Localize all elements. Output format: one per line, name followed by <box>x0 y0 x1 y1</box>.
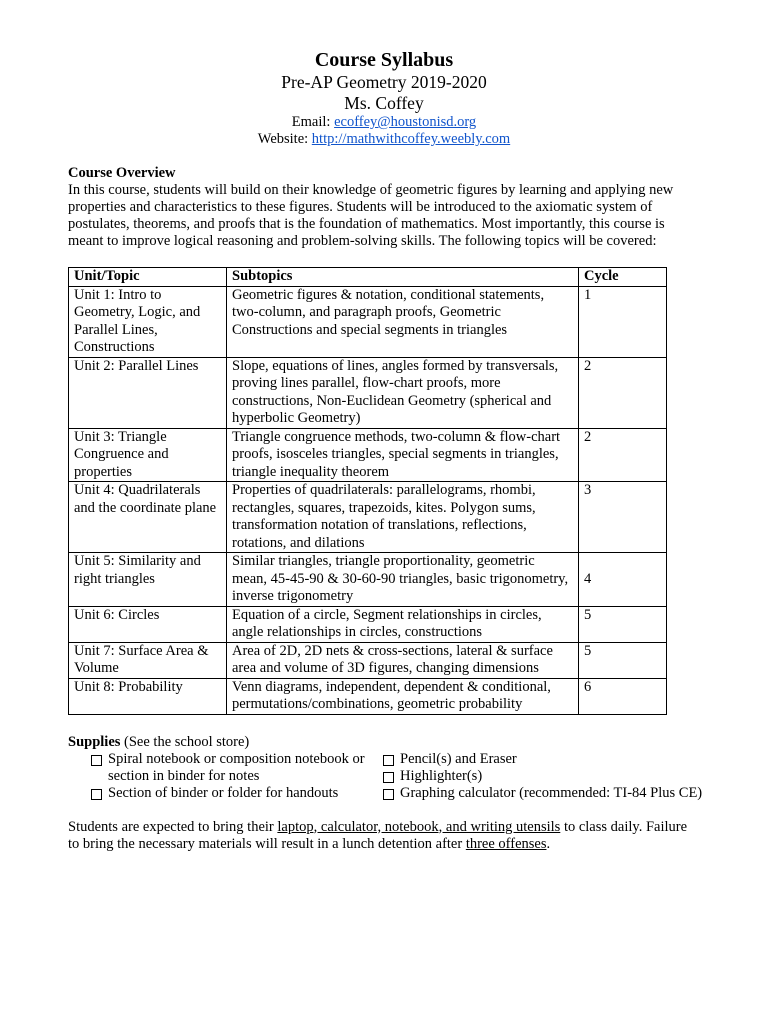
table-row <box>69 482 667 553</box>
cycle-cell: 2 <box>579 428 667 482</box>
supply-label: Highlighter(s) <box>400 767 483 784</box>
unit-cell: Unit 5: Similarity and right triangles <box>69 553 227 607</box>
unit-cell: Unit 3: Triangle Congruence and properties <box>69 428 227 482</box>
website-link[interactable]: http://mathwithcoffey.weebly.com <box>311 131 511 147</box>
subtopics-cell: Properties of quadrilaterals: parallelograms, rhombi, rectangles, squares, trapezoids, kites. Polygon sums, transformation notation of translations, reflections, rotations, and dilations <box>227 482 579 553</box>
subtopics-cell: Venn diagrams, independent, dependent & conditional, permutations/combinations, geometric probability <box>227 678 579 714</box>
checkbox-icon <box>383 789 394 800</box>
page-title: Course Syllabus <box>314 49 454 71</box>
supply-label: Spiral notebook or composition notebook or section in binder for notes <box>108 750 365 784</box>
table-row <box>69 606 667 642</box>
list-item <box>383 768 711 785</box>
subtopics-cell: Geometric figures & notation, conditional statements, two-column, and paragraph proofs, Geometric Constructions and special segments in triangles <box>227 286 579 357</box>
unit-cell: Unit 7: Surface Area & Volume <box>69 642 227 678</box>
header-cycle: Cycle <box>579 268 667 287</box>
table-row <box>69 642 667 678</box>
cycle-cell: 4 <box>579 553 667 607</box>
list-item <box>91 785 383 802</box>
header-unit-topic: Unit/Topic <box>69 268 227 287</box>
unit-cell: Unit 1: Intro to Geometry, Logic, and Parallel Lines, Constructions <box>69 286 227 357</box>
cycle-cell: 5 <box>579 606 667 642</box>
unit-cell: Unit 8: Probability <box>69 678 227 714</box>
subtopics-cell: Equation of a circle, Segment relationships in circles, angle relationships in circles, constructions <box>227 606 579 642</box>
course-name: Pre-AP Geometry 2019-2020 <box>281 72 487 92</box>
table-row <box>69 286 667 357</box>
website-label: Website: <box>257 131 309 147</box>
checkbox-icon <box>383 755 394 766</box>
table-row <box>69 428 667 482</box>
cycle-cell: 3 <box>579 482 667 553</box>
overview-text: In this course, students will build on their knowledge of geometric figures by learning and applying new properties and characteristics to these figures. Students will be introduced to the axiomatic system of postulates, theorems, and proofs that is the foundation of mathematics. Most importantly, this course is meant to improve logical reasoning and problem-solving skills. The following topics will be covered: <box>68 182 674 249</box>
unit-cell: Unit 6: Circles <box>69 606 227 642</box>
email-label: Email: <box>291 114 331 130</box>
list-item <box>91 751 383 785</box>
units-table <box>68 267 667 715</box>
supply-label: Pencil(s) and Eraser <box>400 750 517 767</box>
table-row <box>69 678 667 714</box>
email-link[interactable]: ecoffey@houstonisd.org <box>334 114 477 130</box>
closing-text: to class daily. Failure to bring the necessary materials will result in a lunch detention after <box>68 818 688 852</box>
offense-count: three offenses <box>465 835 547 852</box>
checkbox-icon <box>383 772 394 783</box>
required-materials: laptop, calculator, notebook, and writing utensils <box>277 818 561 835</box>
table-row <box>69 553 667 607</box>
subtopics-cell: Triangle congruence methods, two-column & flow-chart proofs, isosceles triangles, special segments in triangles, triangle inequality theorem <box>227 428 579 482</box>
supplies-heading <box>68 734 700 751</box>
checkbox-icon <box>91 789 102 800</box>
cycle-cell: 1 <box>579 286 667 357</box>
closing-text: Students are expected to bring their <box>68 818 278 835</box>
cycle-cell: 6 <box>579 678 667 714</box>
supply-column-right <box>383 751 711 802</box>
overview-heading: Course Overview <box>68 165 176 181</box>
cycle-cell: 5 <box>579 642 667 678</box>
teacher-name: Ms. Coffey <box>344 93 424 113</box>
checkbox-icon <box>91 755 102 766</box>
supplies-section <box>68 733 703 802</box>
website-line <box>68 131 700 148</box>
supply-label: Graphing calculator (recommended: TI-84 Plus CE) <box>400 784 703 801</box>
table-row <box>69 357 667 428</box>
table-header-row <box>69 268 667 287</box>
subtopics-cell: Slope, equations of lines, angles formed by transversals, proving lines parallel, flow-chart proofs, more constructions, Non-Euclidean Geometry (spherical and hyperbolic Geometry) <box>227 357 579 428</box>
unit-cell: Unit 2: Parallel Lines <box>69 357 227 428</box>
closing-text: . <box>546 835 551 852</box>
expectations-paragraph <box>68 819 700 853</box>
subtopics-cell: Area of 2D, 2D nets & cross-sections, lateral & surface area and volume of 3D figures, changing dimensions <box>227 642 579 678</box>
syllabus-header <box>68 48 700 148</box>
cycle-cell: 2 <box>579 357 667 428</box>
list-item <box>383 785 711 802</box>
supply-list <box>91 751 711 802</box>
email-line <box>68 114 700 131</box>
subtopics-cell: Similar triangles, triangle proportionality, geometric mean, 45-45-90 & 30-60-90 triangles, basic trigonometry, inverse trigonometry <box>227 553 579 607</box>
header-subtopics: Subtopics <box>227 268 579 287</box>
syllabus-page <box>68 48 703 853</box>
list-item <box>383 751 711 768</box>
supplies-heading-note: (See the school store) <box>120 733 250 750</box>
supply-label: Section of binder or folder for handouts <box>108 784 339 801</box>
supplies-heading-label: Supplies <box>68 733 121 750</box>
supply-column-left <box>91 751 383 802</box>
unit-cell: Unit 4: Quadrilaterals and the coordinate plane <box>69 482 227 553</box>
